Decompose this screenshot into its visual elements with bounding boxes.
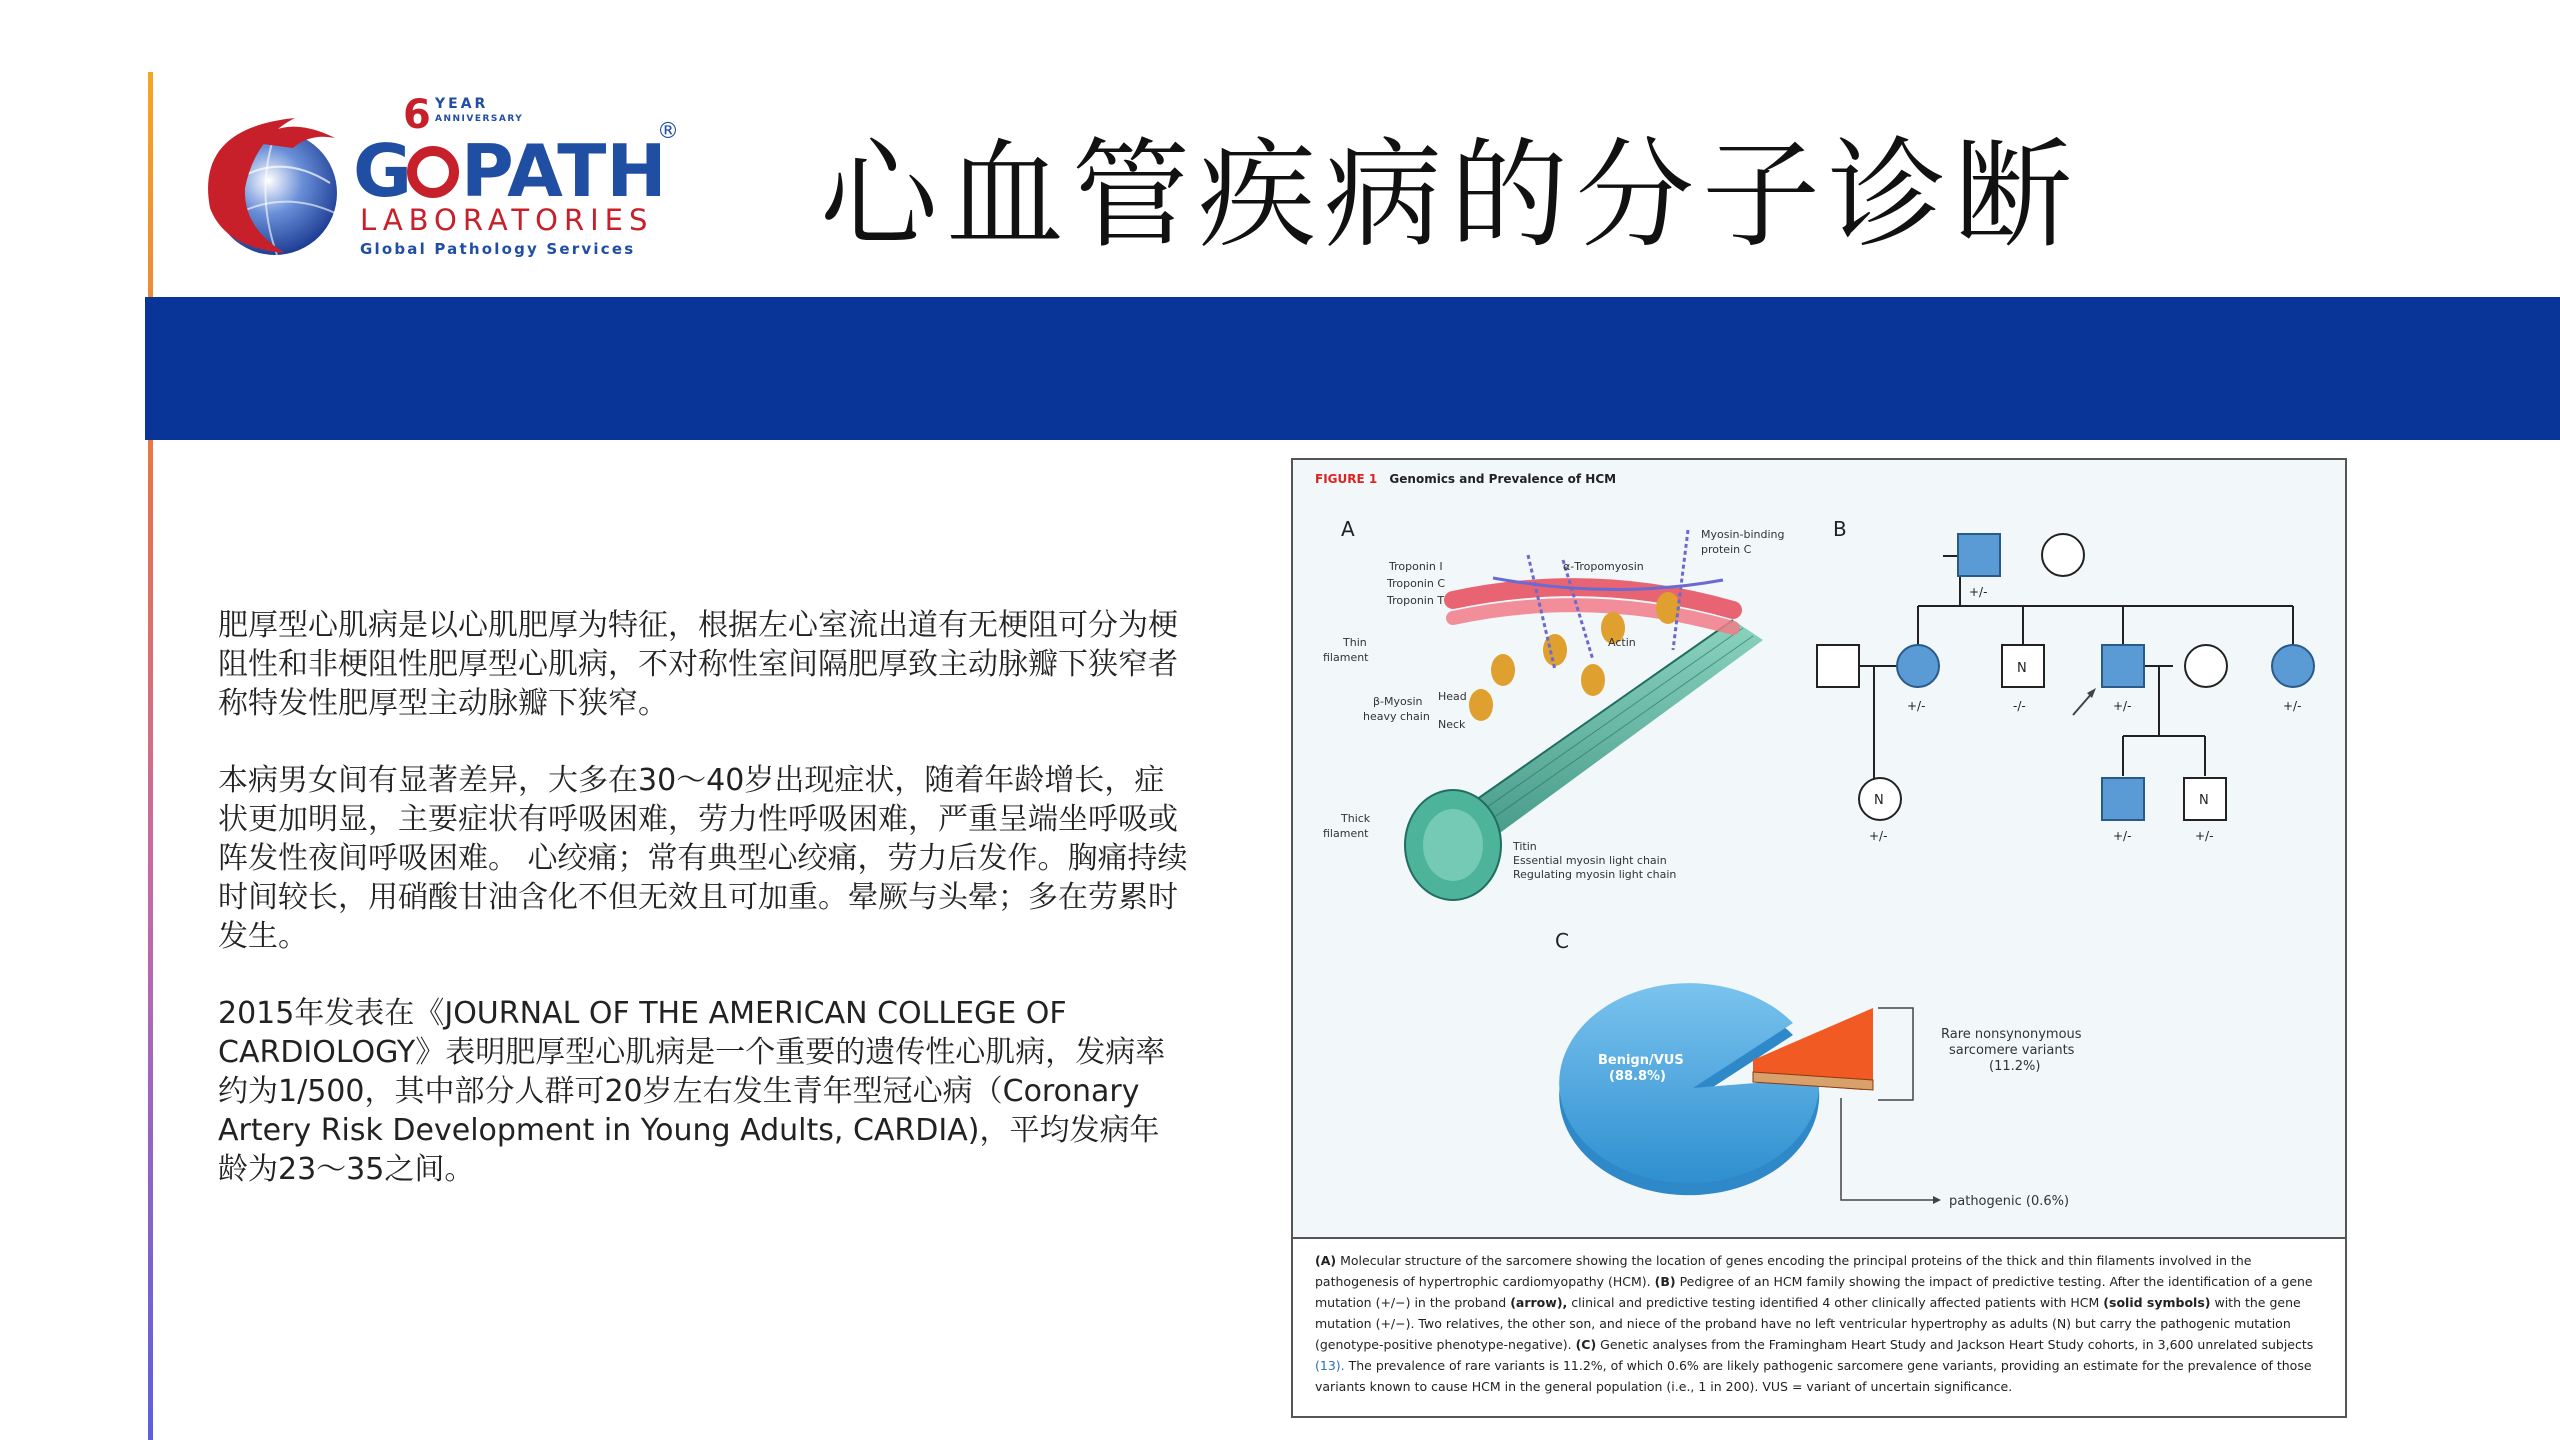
figure-caption: [1315, 1250, 2320, 1397]
caption-b-text-2: clinical and predictive testing identified 4 other clinically affected patients with HCM: [1571, 1295, 2100, 1310]
pedigree-son-1: [1817, 645, 1859, 687]
pedigree-n-1: N: [2017, 661, 2027, 676]
genotype-bot-2: +/-: [2113, 829, 2132, 843]
pedigree-daughter-1: [1897, 645, 1939, 687]
panel-a-letter: A: [1341, 517, 1355, 541]
label-troponin-t: Troponin T: [1387, 594, 1445, 607]
caption-b-arrow: (arrow),: [1510, 1295, 1568, 1310]
sarcomere-illustration: [1405, 530, 1763, 900]
logo-brand-num: 6: [403, 92, 431, 138]
label-tropomyosin: α-Tropomyosin: [1563, 560, 1644, 573]
pedigree-proband-spouse: [2185, 645, 2227, 687]
caption-b-text-1: Pedigree of an HCM family showing the impact of predictive testing. After the identification of a gene mutation (+/−) in the proband: [1315, 1274, 2313, 1310]
caption-c-ref-link[interactable]: (13).: [1315, 1358, 1345, 1373]
caption-c-text-2: The prevalence of rare variants is 11.2%, of which 0.6% are likely pathogenic sarcomere gene variants, providing an estimate for the prevalence of those variants known to cause HCM in the general population (i.e., 1 in 200). VUS = variant of uncertain significance.: [1315, 1358, 2312, 1394]
banner-title: 心肌病：肥厚型心肌病: [939, 32, 1620, 111]
label-thick-1: Thick: [1341, 812, 1371, 825]
section-banner: [145, 297, 2560, 440]
caption-a-tag: (A): [1315, 1253, 1337, 1268]
pedigree-n-3: N: [2199, 793, 2209, 808]
label-mybpc-2: protein C: [1701, 543, 1752, 556]
paragraph-jacc: 2015年发表在《JOURNAL OF THE AMERICAN COLLEGE OF CARDIOLOGY》表明肥厚型心肌病是一个重要的遗传性心肌病，发病率约为1/500，其中部分人群可20岁左右发生青年型冠心病（Coronary Artery Risk Development in Young Adults, CARDIA)，平均发病年龄为23～35之间。: [218, 996, 1166, 1187]
figure-label: FIGURE 1: [1315, 472, 1378, 486]
label-actin: Actin: [1608, 636, 1636, 649]
genotype-mid-3: +/-: [2113, 699, 2132, 713]
label-essential: Essential myosin light chain: [1513, 854, 1667, 867]
panel-c-letter: C: [1555, 929, 1569, 953]
logo-laboratories: LABORATORIES: [360, 203, 654, 237]
caption-c-text-1: Genetic analyses from the Framingham Heart Study and Jackson Heart Study cohorts, in 3,600 unrelated subjects: [1600, 1337, 2314, 1352]
pie-label-benign-1: Benign/VUS: [1598, 1053, 1684, 1068]
logo-brand-right: PATH: [461, 129, 667, 213]
pie-label-benign-2: (88.8%): [1609, 1069, 1666, 1084]
caption-b-solid: (solid symbols): [2103, 1295, 2211, 1310]
caption-a-text: Molecular structure of the sarcomere showing the location of genes encoding the principal proteins of the thick and thin filaments involved in the pathogenesis of hypertrophic cardiomyopathy (HCM).: [1315, 1253, 2252, 1289]
label-myosin-2: heavy chain: [1363, 710, 1430, 723]
label-thin-2: filament: [1323, 651, 1369, 664]
genotype-top: +/-: [1969, 585, 1988, 599]
label-thick-2: filament: [1323, 827, 1369, 840]
pedigree-grandson-1: [2102, 778, 2144, 820]
caption-b-tag: (B): [1654, 1274, 1676, 1289]
pedigree-proband: [2102, 645, 2144, 687]
logo-registered: ®: [657, 119, 679, 144]
body-text: [218, 606, 1188, 1227]
paragraph-symptoms: 本病男女间有显著差异，大多在30～40岁出现症状，随着年龄增长，症状更加明显，主要症状有呼吸困难，劳力性呼吸困难，严重呈端坐呼吸或阵发性夜间呼吸困难。 心绞痛；常有典型心绞痛，劳力后发作。胸痛持续时间较长，用硝酸甘油含化不但无效且可加重。晕厥与头晕；多在劳累时发生。: [218, 763, 1188, 954]
logo-year-top: YEAR: [435, 96, 489, 112]
caption-c-tag: (C): [1575, 1337, 1597, 1352]
pie-label-rare-1: Rare nonsynonymous: [1941, 1027, 2082, 1042]
figure-panel: [1291, 458, 2347, 1418]
genotype-mid-2: -/-: [2013, 699, 2026, 713]
figure-divider: [1293, 1237, 2345, 1239]
pedigree-grandfather: [1958, 534, 2000, 576]
pedigree-grandmother: [2042, 534, 2084, 576]
panel-b-letter: B: [1833, 517, 1847, 541]
pie-label-pathogenic: pathogenic (0.6%): [1949, 1194, 2070, 1209]
prevalence-pie-chart: [1559, 983, 1941, 1204]
label-titin: Titin: [1513, 840, 1537, 853]
label-thin-1: Thin: [1343, 636, 1367, 649]
label-troponin-c: Troponin C: [1387, 577, 1446, 590]
logo-brand-left: G: [353, 129, 413, 213]
pedigree-n-2: N: [1874, 793, 1884, 808]
genotype-bot-1: +/-: [1869, 829, 1888, 843]
paragraph-definition: 肥厚型心肌病是以心肌肥厚为特征，根据左心室流出道有无梗阻可分为梗阻性和非梗阻性肥厚型心肌病，不对称性室间隔肥厚致主动脉瓣下狭窄者称特发性肥厚型主动脉瓣下狭窄。: [218, 608, 1178, 721]
label-neck: Neck: [1438, 718, 1466, 731]
label-mybpc-1: Myosin-binding: [1701, 528, 1785, 541]
pie-label-rare-3: (11.2%): [1989, 1059, 2041, 1074]
logo-tagline: Global Pathology Services: [360, 240, 636, 258]
label-regulating: Regulating myosin light chain: [1513, 868, 1677, 881]
label-myosin-1: β-Myosin: [1373, 695, 1423, 708]
accent-side-line: [148, 72, 153, 1440]
pedigree-daughter-2: [2272, 645, 2314, 687]
genotype-mid-4: +/-: [2283, 699, 2302, 713]
caption-b-text-3: with the gene mutation (+/−). Two relatives, the other son, and niece of the proband have no left ventricular hypertrophy as adults (N) but carry the pathogenic mutation (genotype-positive phenotype-negative).: [1315, 1295, 2301, 1352]
genotype-bot-3: +/-: [2195, 829, 2214, 843]
label-head: Head: [1438, 690, 1467, 703]
figure-title: Genomics and Prevalence of HCM: [1389, 472, 1617, 486]
logo-year-bottom: ANNIVERSARY: [435, 114, 524, 124]
pie-label-rare-2: sarcomere variants: [1949, 1043, 2075, 1058]
figure-graphics: [1293, 460, 2345, 1237]
genotype-mid-1: +/-: [1907, 699, 1926, 713]
label-troponin-i: Troponin I: [1389, 560, 1443, 573]
page-title: 心血管疾病的分子诊断: [820, 126, 2081, 264]
